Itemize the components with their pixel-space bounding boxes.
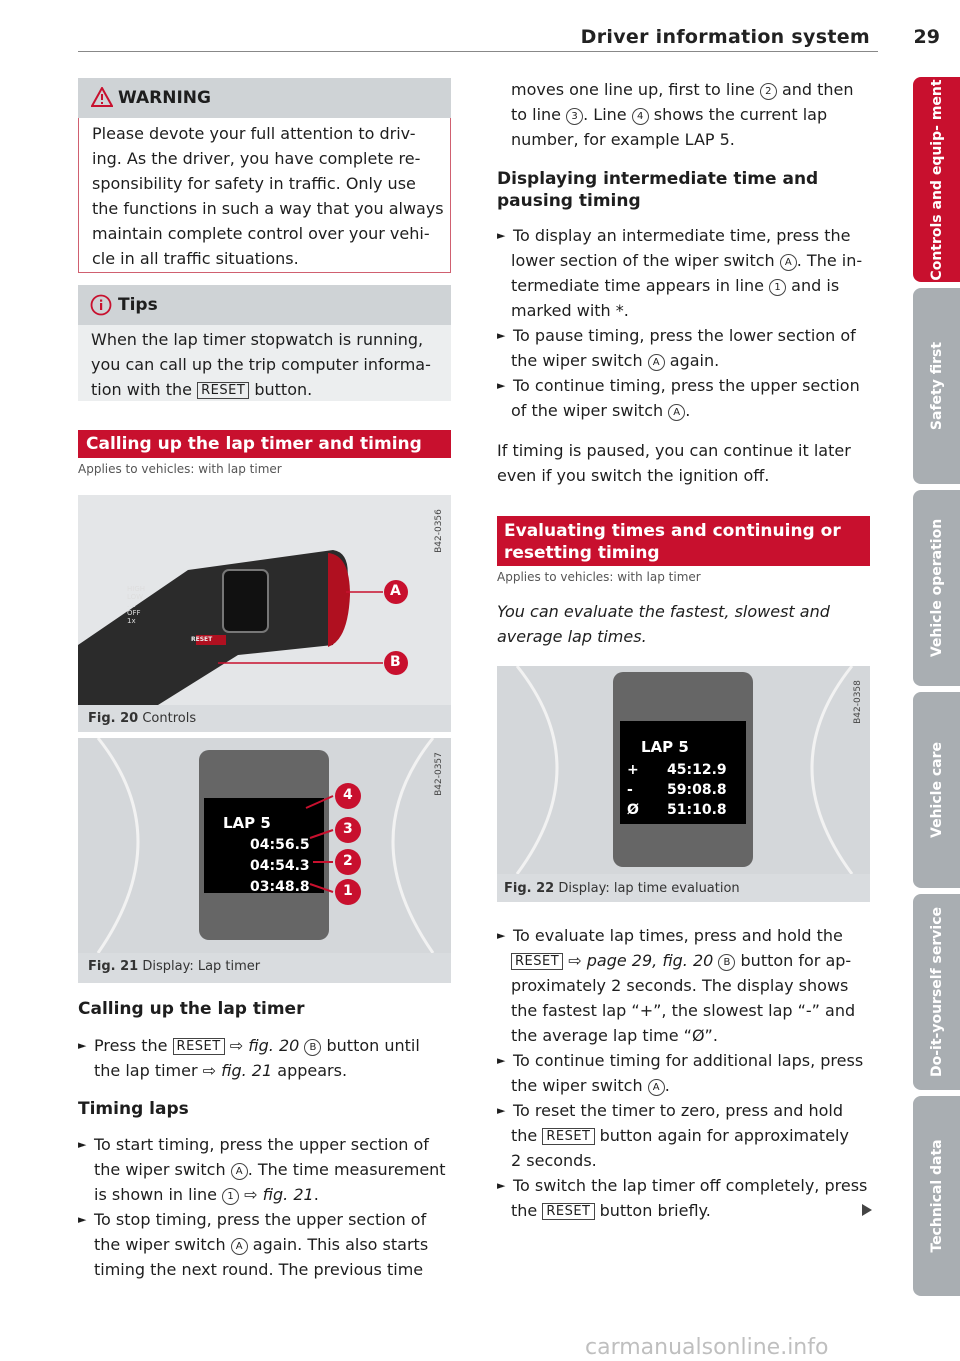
text: to line <box>511 105 567 124</box>
figure-caption <box>88 711 196 726</box>
callout-1: 1 <box>343 883 353 899</box>
bullet-item: ► To evaluate lap times, press and hold the <box>497 923 872 948</box>
callout-ref: 2 <box>760 83 777 100</box>
text: button. <box>249 380 313 399</box>
page-reference[interactable]: page 29, fig. 20 <box>586 951 714 970</box>
evaluation-row <box>627 780 727 800</box>
bullet-item: ► To stop timing, press the upper section of <box>78 1207 453 1232</box>
text: the <box>511 1201 543 1220</box>
text: moves one line up, first to line <box>511 80 760 99</box>
callout-ref: 1 <box>222 1188 239 1205</box>
warning-body <box>78 118 451 273</box>
text: . The in- <box>796 251 863 270</box>
callout-ref: A <box>648 1079 665 1096</box>
bullet-cont <box>497 248 872 273</box>
text: . <box>685 401 691 420</box>
callout-2: 2 <box>343 853 353 869</box>
text: the <box>511 1126 543 1145</box>
text: again. <box>664 351 720 370</box>
info-icon <box>90 294 112 316</box>
figure-caption <box>88 959 260 974</box>
side-tab-label: Vehicle operation <box>928 518 945 658</box>
figure-caption <box>504 881 740 896</box>
bullet-cont <box>497 1123 872 1148</box>
text: and is <box>786 276 840 295</box>
watermark: carmanualsonline.info <box>585 1335 829 1360</box>
text: . Line <box>583 105 632 124</box>
bullet-cont: the fastest lap “+”, the slowest lap “-” and <box>511 1001 856 1020</box>
caption-text: Controls <box>142 711 197 726</box>
text: the wiper switch <box>511 351 648 370</box>
lap-time: 04:54.3 <box>250 858 310 874</box>
warning-header <box>78 78 451 118</box>
paragraph-line <box>497 77 872 102</box>
paragraph-line <box>497 102 872 127</box>
callout-ref: A <box>648 354 665 371</box>
reset-key: RESET <box>173 1038 225 1055</box>
figure-code <box>433 501 445 561</box>
display-lap-times <box>250 835 310 898</box>
text: termediate time appears in line <box>511 276 770 295</box>
text: ⇨ <box>224 1036 249 1055</box>
section-title-line: resetting timing <box>504 543 660 563</box>
reset-key: RESET <box>197 382 249 399</box>
reset-key: RESET <box>542 1203 594 1220</box>
bullet-item: ► To continue timing, press the upper section <box>497 373 872 398</box>
figure-reference[interactable]: fig. 21 <box>221 1061 273 1080</box>
bullet-cont: timing the next round. The previous time <box>94 1260 424 1279</box>
text: is shown in line <box>94 1185 223 1204</box>
text: . The time measurement <box>247 1160 446 1179</box>
figure-number: Fig. 20 <box>88 711 139 726</box>
display-lap-label: LAP 5 <box>641 738 689 756</box>
callout-ref: 3 <box>566 108 583 125</box>
tips-header <box>78 285 451 325</box>
page-number: 29 <box>913 26 940 48</box>
figure-code-text: B42-0358 <box>853 680 863 724</box>
text: Press the <box>94 1036 173 1055</box>
text: lower section of the wiper switch <box>511 251 780 270</box>
bullet-cont: proximately 2 seconds. The display shows <box>511 976 849 995</box>
caption-text: Display: lap time evaluation <box>558 881 740 896</box>
heading-intermediate: Displaying intermediate time and pausing timing <box>497 169 819 211</box>
figure-code <box>852 672 864 732</box>
warning-line: ing. As the driver, you have complete re- <box>92 149 421 168</box>
text: of the wiper switch <box>511 401 669 420</box>
text: button again for approximately <box>594 1126 849 1145</box>
text: button for ap- <box>735 951 852 970</box>
side-tab-do-it-yourself[interactable] <box>913 894 960 1090</box>
callout-ref: A <box>231 1238 248 1255</box>
lever-label: HIGH <box>127 585 146 593</box>
heading-calling-up: Calling up the lap timer <box>78 999 305 1019</box>
lever-label: 1x <box>127 617 136 625</box>
section-title: Calling up the lap timer and timing <box>86 434 422 454</box>
callout-ref: B <box>718 954 735 971</box>
lever-label: .... <box>127 601 136 609</box>
side-tab-vehicle-operation[interactable] <box>913 490 960 686</box>
paragraph-line: even if you switch the ignition off. <box>497 466 770 485</box>
tips-line: you can call up the trip computer informa- <box>91 355 431 374</box>
bullet-item: ► To switch the lap timer off completely, press <box>497 1173 872 1198</box>
text: and then <box>776 80 854 99</box>
side-tab-safety[interactable] <box>913 288 960 484</box>
text: button until <box>321 1036 420 1055</box>
figure-code-text: B42-0356 <box>434 509 444 553</box>
bullet-cont <box>78 1182 453 1207</box>
bullet-cont: the average lap time “Ø”. <box>511 1026 718 1045</box>
row-time: 59:08.8 <box>667 782 727 798</box>
callout-ref: A <box>231 1163 248 1180</box>
bullet-cont <box>497 398 872 423</box>
figure-22 <box>497 666 870 902</box>
warning-label: WARNING <box>118 88 211 108</box>
intro-line: average lap times. <box>497 627 647 646</box>
lap-time: 04:56.5 <box>250 837 310 853</box>
text: ⇨ <box>563 951 587 970</box>
text: the wiper switch <box>94 1235 231 1254</box>
tips-line: When the lap timer stopwatch is running, <box>91 330 424 349</box>
row-time: 45:12.9 <box>667 762 727 778</box>
figure-reference[interactable]: fig. 20 <box>248 1036 300 1055</box>
warning-line: the functions in such a way that you always <box>92 199 444 218</box>
tips-body <box>78 325 451 401</box>
text: button briefly. <box>594 1201 711 1220</box>
side-tab-label: Safety first <box>928 341 945 431</box>
callout-ref: 4 <box>632 108 649 125</box>
figure-code-text: B42-0357 <box>434 752 444 796</box>
warning-line: sponsibility for safety in traffic. Only use <box>92 174 416 193</box>
figure-number: Fig. 22 <box>504 881 555 896</box>
callout-3: 3 <box>343 821 353 837</box>
bullet-cont: 2 seconds. <box>511 1151 597 1170</box>
bullet-item: ► To continue timing for additional laps, press <box>497 1048 872 1073</box>
tips-label: Tips <box>118 295 158 315</box>
intro-line: You can evaluate the fastest, slowest and <box>497 602 830 621</box>
callout-b: B <box>390 654 401 670</box>
bullet-cont <box>497 1198 872 1223</box>
bullet-item: ► To start timing, press the upper section of <box>78 1132 453 1157</box>
applies-note: Applies to vehicles: with lap timer <box>78 462 282 476</box>
text: the lap timer ⇨ <box>94 1061 222 1080</box>
text: the wiper switch <box>511 1076 648 1095</box>
bullet-cont <box>78 1232 453 1257</box>
section-title-bar <box>497 516 870 566</box>
bullet-item: ► To pause timing, press the lower section of <box>497 323 872 348</box>
bullet-cont <box>497 273 872 298</box>
figure-20 <box>78 495 451 732</box>
text: shows the current lap <box>648 105 828 124</box>
side-tab-controls[interactable] <box>913 77 960 282</box>
text: ⇨ <box>239 1185 263 1204</box>
callout-a: A <box>390 583 401 599</box>
warning-triangle-icon <box>91 87 113 107</box>
callout-ref: B <box>304 1039 321 1056</box>
warning-line: cle in all traffic situations. <box>92 249 299 268</box>
bullet-cont <box>78 1058 453 1083</box>
callout-ref: 1 <box>769 279 786 296</box>
display-evaluation-rows <box>627 760 727 820</box>
evaluation-row <box>627 760 727 780</box>
heading-timing-laps: Timing laps <box>78 1099 189 1119</box>
text: . <box>313 1185 319 1204</box>
bullet-cont: marked with *. <box>511 301 629 320</box>
paragraph-line: If timing is paused, you can continue it later <box>497 441 851 460</box>
lever-label: LOW <box>127 593 144 601</box>
text: appears. <box>272 1061 348 1080</box>
side-tab-label: Do-it-yourself service <box>928 906 945 1078</box>
bullet-cont <box>78 1157 453 1182</box>
lever-reset-label: RESET <box>191 636 213 643</box>
lever-label: OFF <box>127 609 141 617</box>
caption-text: Display: Lap timer <box>142 959 261 974</box>
row-symbol: Ø <box>627 802 639 818</box>
paragraph-line: number, for example LAP 5. <box>511 130 735 149</box>
side-tab-label: Vehicle care <box>928 742 945 838</box>
applies-note: Applies to vehicles: with lap timer <box>497 570 701 584</box>
evaluation-row <box>627 800 727 820</box>
row-symbol: + <box>627 762 639 778</box>
figure-code <box>433 744 445 804</box>
header-rule <box>78 51 878 52</box>
side-tab-label: Controls and equip- ment <box>928 78 945 281</box>
reset-key: RESET <box>511 953 563 970</box>
running-header-title: Driver information system <box>580 26 870 48</box>
display-lap-label: LAP 5 <box>223 814 271 832</box>
bullet-cont <box>497 1073 872 1098</box>
figure-reference[interactable]: fig. 21 <box>262 1185 314 1204</box>
side-tab-technical-data[interactable] <box>913 1096 960 1296</box>
callout-ref: A <box>668 404 685 421</box>
text: tion with the <box>91 380 198 399</box>
callout-ref: A <box>780 254 797 271</box>
side-tab-label: Technical data <box>928 1139 945 1253</box>
bullet-item <box>78 1033 453 1058</box>
continue-arrow-icon <box>862 1204 872 1216</box>
warning-line: Please devote your full attention to driv- <box>92 124 416 143</box>
row-time: 51:10.8 <box>667 802 727 818</box>
side-tab-vehicle-care[interactable] <box>913 692 960 888</box>
lever-labels <box>127 585 145 625</box>
bullet-cont <box>497 348 872 373</box>
text: the wiper switch <box>94 1160 231 1179</box>
lap-time: 03:48.8 <box>250 879 310 895</box>
section-title-bar <box>78 430 451 458</box>
bullet-item: ► To display an intermediate time, press the <box>497 223 872 248</box>
section-title <box>504 520 841 564</box>
bullet-cont <box>497 948 872 973</box>
bullet-item: ► To reset the timer to zero, press and hold <box>497 1098 872 1123</box>
tips-line <box>91 377 446 402</box>
text: . <box>664 1076 670 1095</box>
figure-21 <box>78 738 451 983</box>
section-title-line: Evaluating times and continuing or <box>504 521 841 541</box>
warning-line: maintain complete control over your vehi- <box>92 224 430 243</box>
callout-4: 4 <box>343 787 353 803</box>
row-symbol: - <box>627 782 633 798</box>
reset-key: RESET <box>542 1128 594 1145</box>
figure-number: Fig. 21 <box>88 959 139 974</box>
text: again. This also starts <box>247 1235 429 1254</box>
